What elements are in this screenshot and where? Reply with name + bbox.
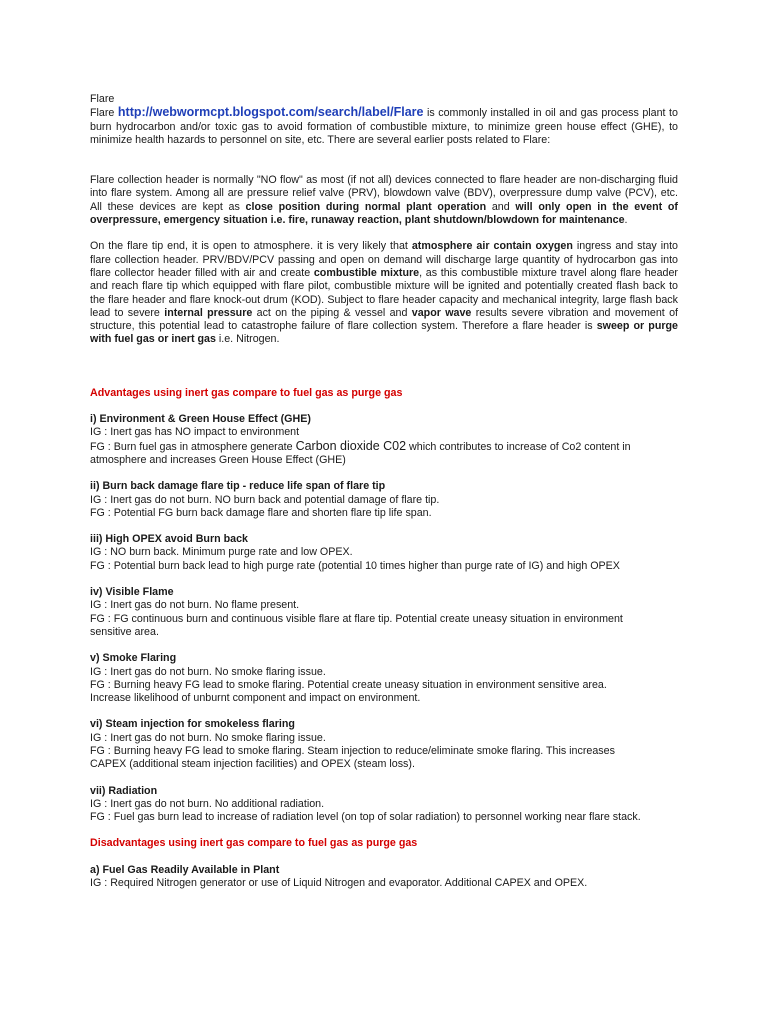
fg-line-cont: CAPEX (additional steam injection facilities) and OPEX (steam loss). — [90, 758, 415, 771]
bold-run: internal pressure — [164, 306, 253, 319]
bold-run: atmosphere air contain oxygen — [411, 240, 573, 253]
document-body — [90, 93, 678, 890]
ig-line: IG : Inert gas do not burn. No additional radiation. — [90, 797, 325, 810]
section-title: iv) Visible Flame — [90, 586, 174, 599]
text-run: FG : Burn fuel gas in atmosphere generate — [90, 440, 296, 453]
section-title: a) Fuel Gas Readily Available in Plant — [90, 863, 280, 876]
section-title: i) Environment & Green House Effect (GHE) — [90, 413, 311, 426]
fg-line — [90, 440, 678, 454]
fg-line-cont: Increase likelihood of unburnt component and impact on environment. — [90, 692, 421, 705]
bold-run: maintenance — [559, 214, 625, 227]
text-run: . — [624, 214, 628, 227]
bold-run: vapor wave — [411, 306, 472, 319]
spacer — [90, 851, 678, 864]
fg-line-cont: atmosphere and increases Green House Effect (GHE) — [90, 453, 346, 466]
ig-line: IG : Inert gas do not burn. NO burn back and potential damage of flare tip. — [90, 493, 440, 506]
intro-paragraph — [90, 106, 678, 147]
spacer — [90, 347, 678, 374]
spacer — [90, 824, 678, 837]
bold-run: will only open in the event of overpressure, emergency situation i.e. fire, runaway reaction, plant shutdown/blowdown for — [90, 200, 678, 227]
bold-run: close position during normal plant operation — [245, 200, 487, 213]
section-title: vi) Steam injection for smokeless flaring — [90, 718, 295, 731]
fg-line-cont: sensitive area. — [90, 625, 159, 638]
spacer — [90, 147, 678, 174]
intro-lead-word: Flare — [90, 107, 115, 120]
section-title: vii) Radiation — [90, 784, 158, 797]
paragraph-no-flow — [90, 174, 678, 227]
text-run: which contributes to increase of Co2 content in — [406, 440, 631, 453]
spacer — [90, 520, 678, 533]
text-run: results severe vibration and movement of structure, this potential lead to catastrophe failure of flare collection system. Therefore a flare header is — [90, 306, 678, 333]
text-run: , as this combustible mixture travel along flare header and reach flare tip which equipped with flare pilot, combustible mixture will be ignited and potentially created flash back to the flare header and flare knock-out drum (KOD). Subject to flare header capacity and mechanical integrity, large flash back lead to severe — [90, 266, 678, 319]
blog-link[interactable]: http://webwormcpt.blogspot.com/search/label/Flare — [117, 105, 424, 120]
advantages-heading: Advantages using inert gas compare to fuel gas as purge gas — [90, 386, 403, 399]
fg-line: FG : Potential burn back lead to high purge rate (potential 10 times higher than purge rate of IG) and high OPEX — [90, 559, 620, 572]
fg-line: FG : FG continuous burn and continuous visible flare at flare tip. Potential create uneasy situation in environment — [90, 612, 623, 625]
text-run: Flare collection header is normally "NO flow" as most (if not all) devices connected to flare header are non-discharging fluid into flare system. Among all are pressure relief valve (PRV), blowdown valve (BDV), overpressure dump valve (PCV), etc. All these devices are kept as — [90, 174, 678, 213]
text-run: On the flare tip end, it is open to atmosphere. it is very likely that — [90, 240, 412, 253]
text-run: ingress and stay into flare collection header. PRV/BDV/PCV passing and open on demand will discharge large quantity of hydrocarbon gas into flare collector header filled with air and create — [90, 240, 678, 279]
ig-line: IG : Inert gas do not burn. No flame present. — [90, 599, 300, 612]
intro-text: is commonly installed in oil and gas process plant to burn hydrocarbon and/or toxic gas to avoid formation of combustible mixture, to minimize green house effect (GHE), to minimize health hazards to personnel on site, etc. There are several earlier posts related to Flare: — [90, 107, 678, 146]
bold-run: sweep or purge with fuel gas or inert gas — [90, 320, 678, 346]
fg-line: FG : Burning heavy FG lead to smoke flaring. Steam injection to reduce/eliminate smoke flaring. This increases — [90, 744, 615, 757]
spacer — [90, 400, 678, 413]
ig-line: IG : Inert gas do not burn. No smoke flaring issue. — [90, 665, 326, 678]
spacer — [90, 467, 678, 480]
spacer — [90, 772, 678, 785]
text-run: act on the piping & vessel and — [252, 306, 412, 319]
ig-line: IG : Inert gas do not burn. No smoke flaring issue. — [90, 731, 326, 744]
section-title: v) Smoke Flaring — [90, 652, 177, 665]
fg-line: FG : Potential FG burn back damage flare and shorten flare tip life span. — [90, 506, 432, 519]
spacer — [90, 639, 678, 652]
ig-line: IG : Inert gas has NO impact to environment — [90, 426, 300, 439]
section-title: ii) Burn back damage flare tip - reduce life span of flare tip — [90, 480, 386, 493]
section-title: iii) High OPEX avoid Burn back — [90, 533, 248, 546]
spacer — [90, 705, 678, 718]
spacer — [90, 573, 678, 586]
co2-text: Carbon dioxide C02 — [295, 438, 407, 453]
spacer — [90, 374, 678, 387]
fg-line: FG : Fuel gas burn lead to increase of radiation level (on top of solar radiation) to personnel working near flare stack. — [90, 811, 641, 824]
intro-heading: Flare — [90, 93, 115, 105]
text-run: i.e. Nitrogen. — [215, 333, 280, 346]
fg-line: FG : Burning heavy FG lead to smoke flaring. Potential create uneasy situation in environment sensitive area. — [90, 678, 607, 691]
disadvantages-heading: Disadvantages using inert gas compare to fuel gas as purge gas — [90, 837, 418, 850]
paragraph-flare-tip — [90, 240, 678, 346]
ig-line: IG : Required Nitrogen generator or use of Liquid Nitrogen and evaporator. Additional CAPEX and OPEX. — [90, 877, 588, 890]
text-run: and — [486, 200, 516, 213]
spacer — [90, 227, 678, 240]
bold-run: combustible mixture — [313, 266, 420, 279]
ig-line: IG : NO burn back. Minimum purge rate and low OPEX. — [90, 546, 353, 559]
